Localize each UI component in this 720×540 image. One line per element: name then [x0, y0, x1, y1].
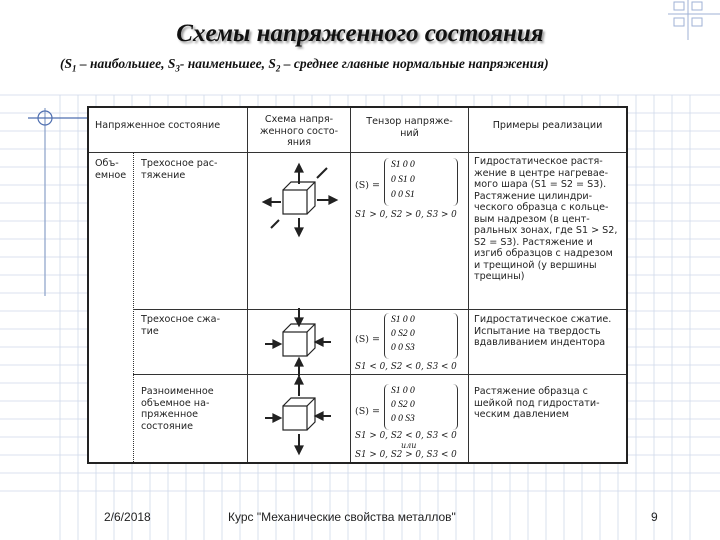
- row-3-condition-b: S1 > 0, S2 > 0, S3 < 0: [355, 450, 457, 460]
- row-3-state: Разноименное объемное на- пряженное состояние: [141, 386, 214, 432]
- cube-scheme-tension-icon: [259, 160, 339, 240]
- header-state: Напряженное состояние: [95, 120, 221, 131]
- header-scheme: Схема напря- женного состо- яния: [259, 114, 339, 148]
- column-divider: [350, 108, 351, 462]
- row-2-state: Трехосное сжа- тие: [141, 314, 221, 337]
- row-3-condition-or: или: [401, 441, 417, 450]
- matrix-row: S1 0 0: [391, 315, 415, 325]
- column-divider: [247, 108, 248, 462]
- row-2-tensor-label: (S) =: [355, 334, 380, 345]
- row-1-state: Трехосное рас- тяжение: [141, 158, 218, 181]
- footer-course: Курс "Механические свойства металлов": [228, 510, 456, 524]
- footer-date: 2/6/2018: [104, 510, 151, 524]
- header-divider: [89, 152, 626, 153]
- slide-title: Схемы напряженного состояния: [176, 20, 544, 47]
- row-1-examples: Гидростатическое растя- жение в центре нагревае- мого шара (S1 = S2 = S3). Растяжение цилиндри- ческого образца с кольце- вым надрезом (в цент- ральных зонах, где S1 > S2, S2 = S3). Растяжение и изгиб образцов с надрезом и трещиной (у вершины трещины): [474, 156, 618, 282]
- row-3-tensor-label: (S) =: [355, 406, 380, 417]
- row-2-examples: Гидростатическое сжатие. Испытание на твердость вдавливанием индентора: [474, 314, 612, 348]
- column-divider: [133, 153, 134, 462]
- matrix-row: 0 S2 0: [391, 329, 415, 339]
- stress-state-table: [87, 106, 628, 464]
- footer-page-number: 9: [651, 510, 658, 524]
- row-divider: [133, 309, 626, 310]
- row-3-examples: Растяжение образца с шейкой под гидростати- ческим давлением: [474, 386, 600, 420]
- matrix-row: 0 0 S1: [391, 190, 415, 200]
- row-1-tensor-label: (S) =: [355, 180, 380, 191]
- row-1-matrix: [384, 158, 458, 206]
- cube-scheme-mixed-icon: [259, 376, 339, 460]
- cube-scheme-compression-icon: [259, 306, 339, 378]
- row-2-condition: S1 < 0, S2 < 0, S3 < 0: [355, 362, 457, 372]
- matrix-row: S1 0 0: [391, 386, 415, 396]
- slide-subtitle: ($S_1$ – наибольшее, $S_3-$ наименьшее, $S_2$ – среднее главные нормальные напряжения): [60, 56, 549, 74]
- row-1-condition: S1 > 0, S2 > 0, S3 > 0: [355, 210, 457, 220]
- matrix-row: S1 0 0: [391, 160, 415, 170]
- row-divider: [133, 374, 626, 375]
- group-label-volumetric: Объ- емное: [95, 158, 127, 181]
- matrix-row: 0 S2 0: [391, 400, 415, 410]
- matrix-row: 0 S1 0: [391, 175, 415, 185]
- column-divider: [468, 108, 469, 462]
- header-examples: Примеры реализации: [492, 120, 603, 131]
- header-tensor: Тензор напряже- ний: [366, 116, 453, 139]
- matrix-row: 0 0 S3: [391, 343, 415, 353]
- row-3-condition-a: S1 > 0, S2 < 0, S3 < 0: [355, 431, 457, 441]
- row-2-matrix: [384, 313, 458, 359]
- row-3-matrix: [384, 384, 458, 430]
- matrix-row: 0 0 S3: [391, 414, 415, 424]
